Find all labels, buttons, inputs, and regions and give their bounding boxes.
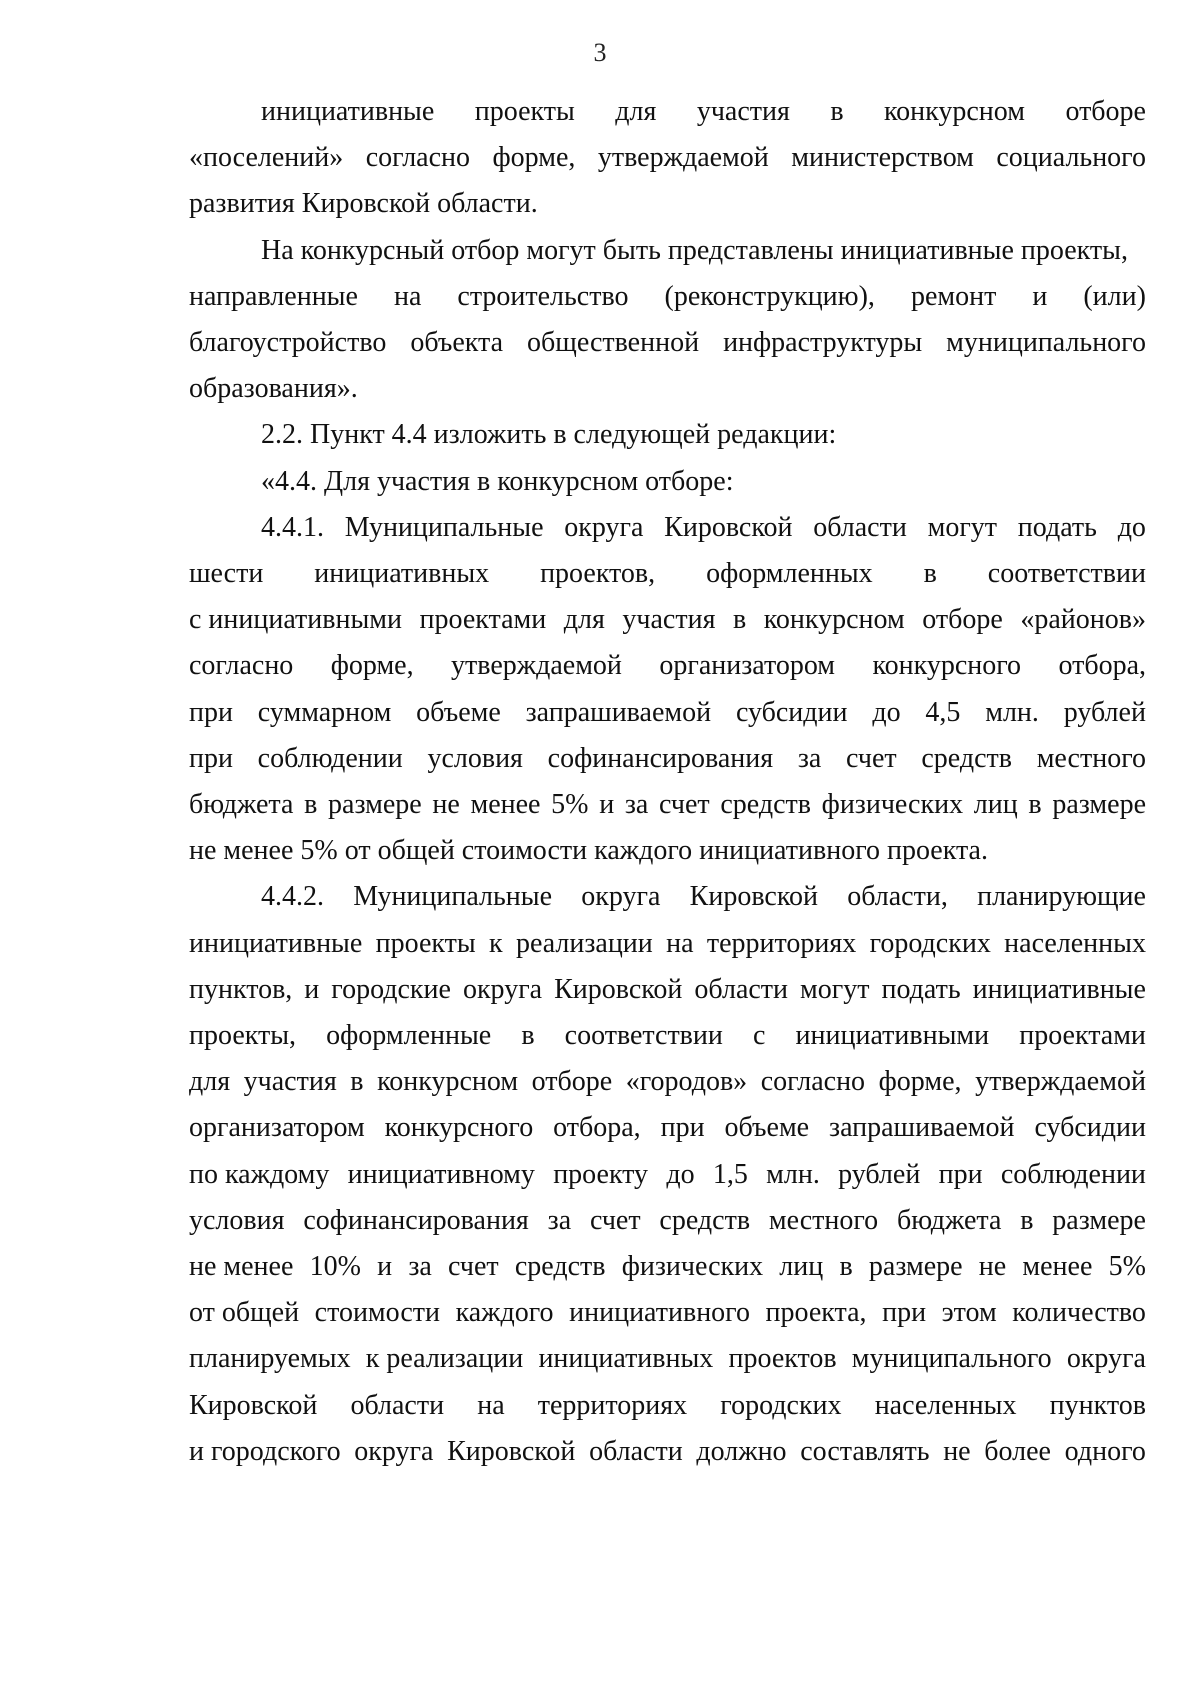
text-word: до [666,1158,695,1190]
text-line [189,138,1146,178]
text-word: в [830,96,844,127]
text-word: в [732,604,747,636]
text-line [261,877,1146,917]
text-line [189,1247,1146,1287]
text-word: условия [189,1204,285,1236]
text-word: и [377,1251,393,1282]
text-word: На конкурсный отбор могут быть представлены инициативные проекты, [261,234,1128,266]
text-line [189,554,1146,594]
text-word: и городского [189,1435,341,1467]
text-line [261,415,1146,455]
text-word: организатором [189,1112,365,1144]
text-word: счет [659,789,710,820]
text-word: отборе [1065,96,1146,127]
text-word: «поселений» [189,142,344,174]
text-word: округа [354,1435,434,1467]
text-word: муниципального [946,327,1146,358]
text-word: млн. [766,1158,820,1190]
page-number: 3 [593,38,607,67]
text-line [189,1016,1146,1056]
text-word: конкурсном [884,96,1025,127]
text-line [189,646,1146,686]
text-word: проектами [419,604,547,636]
text-word: 2.2. Пункт 4.4 изложить в следующей редакции: [261,419,837,451]
text-word: софинансирования [547,742,774,774]
text-word: инициативному [347,1158,535,1190]
text-word: направленные [189,280,358,312]
text-word: бюджета [896,1204,1002,1236]
text-word: менее [470,789,541,820]
text-word: населенных [874,1389,1017,1421]
text-word: конкурсного [872,650,1022,682]
text-word: участия [243,1066,337,1098]
text-word: количество [1012,1297,1146,1329]
text-word: не менее 5% от общей стоимости каждого инициативного проекта. [189,835,988,867]
text-word: области [589,1435,683,1467]
text-word: инициативных [538,1343,714,1375]
text-word: «городов» [625,1066,748,1098]
text-word: к реализации [365,1343,524,1375]
text-word: на [393,280,422,312]
text-word: городских [869,927,991,959]
text-word: проекту [553,1158,649,1190]
text-word: утверждаемой [451,650,622,682]
text-word: в [521,1020,535,1051]
text-word: местного [768,1204,879,1236]
text-line [189,970,1146,1010]
text-word: министерством [791,142,974,174]
text-word: при [882,1297,927,1329]
text-line [189,693,1146,733]
text-word: форме, [492,142,576,174]
text-word: 1,5 [712,1158,748,1190]
text-word: в [350,1066,364,1098]
text-word: соответствии [564,1020,723,1051]
text-word: территориях [537,1389,688,1421]
text-word: рублей [838,1158,921,1190]
text-word: по каждому [189,1158,330,1190]
text-word: области, [847,881,948,913]
text-word: инициативные [261,96,435,127]
text-word: должно [696,1435,787,1467]
text-word: Кировской [447,1435,576,1467]
text-word: не [432,789,460,820]
text-word: одного [1064,1435,1146,1467]
text-word: Муниципальные [353,881,553,913]
text-word: млн. [985,696,1039,728]
text-word: отбора, [1058,650,1146,682]
text-line [189,184,1146,224]
text-word: физических [821,789,964,820]
text-word: 10% [309,1251,361,1282]
text-word: каждого [455,1297,554,1329]
text-word: муниципального [851,1343,1052,1375]
text-word: организатором [659,650,836,682]
text-line [189,1386,1146,1426]
text-word: образования». [189,373,358,405]
text-word: инфраструктуры [723,327,923,358]
text-word: счет [846,742,897,774]
text-word: этом [941,1297,997,1329]
text-word: населенных [1004,927,1146,959]
text-word: рублей [1063,696,1146,728]
text-word: оформленные [326,1020,492,1051]
text-word: объеме [416,696,501,728]
text-word: при [938,1158,983,1190]
text-word: размере [328,789,422,820]
text-word: в [839,1251,853,1282]
text-word: не менее [189,1251,294,1282]
text-word: конкурсного [384,1112,534,1144]
text-word: условия [427,742,523,774]
text-word: общественной [527,327,700,358]
text-word: средств [514,1251,606,1282]
text-word: округа [462,973,543,1005]
text-line [189,831,1146,871]
text-line [189,739,1146,779]
text-word: размере [1052,1204,1146,1236]
text-word: 4.4.1. [261,511,324,543]
text-word: не [978,1251,1007,1282]
text-word: могут [800,973,870,1005]
text-word: проекты [375,927,476,959]
text-word: области [813,511,907,543]
text-word: подать [1017,511,1097,543]
text-word: планирующие [977,881,1146,913]
text-word: инициативными [795,1020,990,1051]
text-word: отборе [922,604,1003,636]
text-word: утверждаемой [597,142,769,174]
text-word: Кировской [554,973,683,1005]
text-word: области [350,1389,445,1421]
text-word: объеме [724,1112,810,1144]
text-word: «4.4. Для участия в конкурсном отборе: [261,465,734,497]
text-word: при [189,742,233,774]
text-word: за [624,789,649,820]
text-word: и [304,973,320,1005]
text-line [261,231,1146,271]
text-word: на [666,927,694,959]
text-word: за [547,1204,572,1236]
text-word: запрашиваемой [829,1112,1015,1144]
text-word: согласно [365,142,471,174]
text-word: объекта [410,327,504,358]
text-word: соответствии [987,558,1146,589]
text-line [189,1293,1146,1333]
text-word: лиц [779,1251,824,1282]
text-word: 4.4.2. [261,881,324,913]
text-line [261,462,1146,502]
text-word: к [489,927,503,959]
text-word: в [1028,789,1042,820]
text-word: средств [659,1204,751,1236]
text-word: участия [622,604,716,636]
text-word: ремонт [910,280,997,312]
text-word: утверждаемой [975,1066,1146,1098]
text-word: отборе [531,1066,613,1098]
text-word: проекты [474,96,575,127]
text-line [189,1201,1146,1241]
text-word: соблюдении [1000,1158,1146,1190]
text-word: при [189,696,233,728]
text-word: на [477,1389,505,1421]
text-word: соблюдении [257,742,403,774]
text-word: при [660,1112,705,1144]
text-word: пунктов, [189,973,293,1005]
text-word: для [563,604,605,636]
text-line [189,600,1146,640]
text-word: инициативных [314,558,490,589]
text-word: лиц [973,789,1018,820]
text-word: «районов» [1020,604,1146,636]
text-word: в [923,558,937,589]
text-word: проекта, [765,1297,867,1329]
text-word: проектами [1019,1020,1146,1051]
text-word: до [1117,511,1146,543]
text-word: 4,5 [925,696,961,728]
text-word: согласно [189,650,294,682]
text-word: средств [921,742,1012,774]
text-word: проектов, [540,558,656,589]
text-word: более [984,1435,1051,1467]
text-word: Муниципальные [344,511,544,543]
text-word: в [1020,1204,1034,1236]
text-word: городские [331,973,451,1005]
text-word: (или) [1083,280,1146,312]
text-word: до [872,696,901,728]
text-line [189,924,1146,964]
text-line [189,1108,1146,1148]
text-word: городских [720,1389,842,1421]
text-line [189,1155,1146,1195]
text-word: конкурсном [377,1066,519,1098]
text-word: конкурсном [763,604,905,636]
text-line [189,369,1146,409]
text-word: бюджета [189,789,294,820]
text-word: Кировской [689,881,818,913]
text-word: счет [448,1251,499,1282]
text-word: инициативного [569,1297,750,1329]
text-word: отбора, [553,1112,641,1144]
text-word: составлять [800,1435,930,1467]
text-word: строительство [457,280,629,312]
text-word: софинансирования [303,1204,529,1236]
text-word: запрашиваемой [525,696,712,728]
text-word: оформленных [706,558,873,589]
text-word: округа [1066,1343,1146,1375]
text-word: пунктов [1049,1389,1146,1421]
text-word: согласно [760,1066,866,1098]
text-word: форме, [878,1066,962,1098]
text-word: округа [564,511,644,543]
text-line [189,1432,1146,1472]
text-word: благоустройство [189,327,387,358]
text-word: инициативные [189,927,363,959]
text-line [189,1062,1146,1102]
text-word: области [694,973,789,1005]
text-word: счет [589,1204,641,1236]
text-word: за [797,742,822,774]
text-line [261,92,1146,132]
text-word: подать [881,973,961,1005]
text-word: размере [1052,789,1146,820]
text-word: средств [720,789,811,820]
text-word: менее [1022,1251,1093,1282]
text-word: 5% [551,789,589,820]
text-word: 5% [1108,1251,1146,1282]
text-word: и [599,789,615,820]
text-word: для [615,96,657,127]
text-word: с [752,1020,766,1051]
text-word: развития Кировской области. [189,188,538,220]
text-word: проекты, [189,1020,297,1051]
text-word: стоимости [314,1297,440,1329]
text-word: не [943,1435,971,1467]
text-word: за [408,1251,432,1282]
text-word: физических [621,1251,764,1282]
text-word: социального [996,142,1146,174]
text-word: с инициативными [189,604,402,636]
text-line [261,508,1146,548]
text-word: (реконструкцию), [664,280,875,312]
text-word: шести [189,558,264,589]
text-word: инициативные [972,973,1146,1005]
text-word: округа [581,881,661,913]
text-word: реализации [515,927,653,959]
text-word: Кировской [189,1389,318,1421]
text-word: и [1032,280,1048,312]
text-word: субсидии [735,696,848,728]
text-word: субсидии [1034,1112,1146,1144]
text-word: размере [868,1251,963,1282]
text-word: Кировской [664,511,793,543]
text-line [189,323,1146,363]
text-word: местного [1036,742,1146,774]
text-word: могут [927,511,998,543]
text-word: проектов [728,1343,837,1375]
text-line [189,277,1146,317]
text-word: планируемых [189,1343,351,1375]
text-word: территориях [706,927,857,959]
text-word: для [189,1066,231,1098]
text-word: от общей [189,1297,300,1329]
text-word: суммарном [257,696,392,728]
text-line [189,785,1146,825]
text-word: форме, [330,650,414,682]
text-word: в [304,789,318,820]
text-word: участия [696,96,790,127]
text-line [189,1339,1146,1379]
